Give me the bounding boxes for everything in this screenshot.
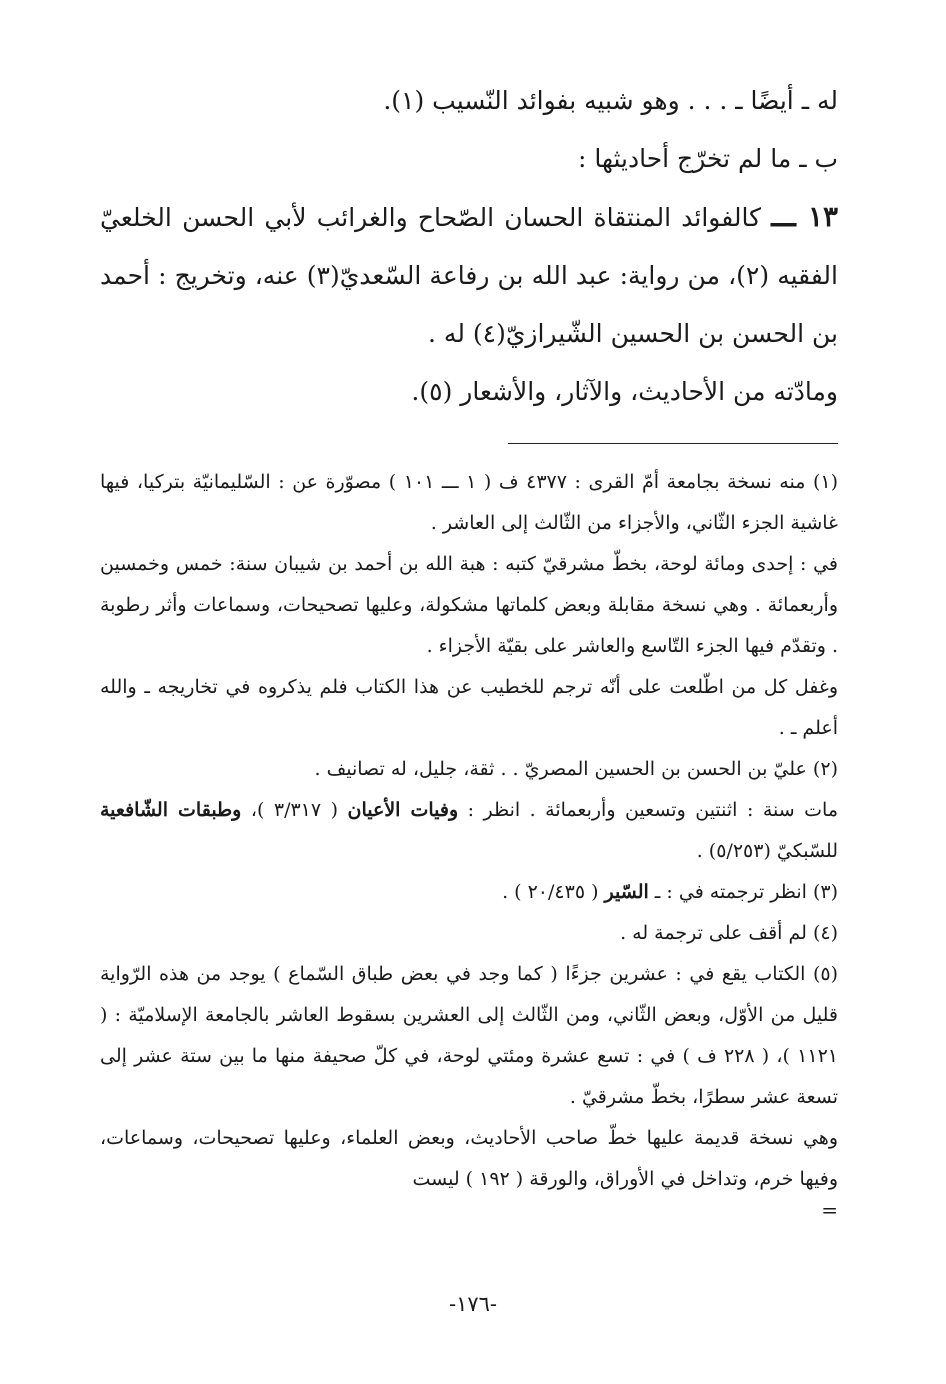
- footnote-1-para-2: في : إحدى ومائة لوحة، بخطّ مشرقيّ كتبه : هبة الله بن أحمد بن شيبان سنة: خمس وخمسين وأربعمائة . وهي نسخة مقابلة وبعض كلماتها مشكولة، وعليها تصحيحات، وسماعات وأثر رطوبة . وتقدّم فيها الجزء التّاسع والعاشر على بقيّة الأجزاء .: [100, 553, 838, 657]
- footnote-1-para-1: (١) منه نسخة بجامعة أمّ القرى : ٤٣٧٧ ف ( ١ ـــ ١٠١ ) مصوّرة عن : السّليمانيّة بتركيا، فيها غاشية الجزء الثّاني، والأجزاء من الثّالث إلى العاشر .: [100, 471, 839, 534]
- continuation-mark: =: [821, 1198, 838, 1222]
- main-line-2: ب ـ ما لم تخرّج أحاديثها :: [577, 144, 838, 173]
- footnote-2-source-2: وطبقات الشّافعية: [100, 799, 242, 821]
- footnote-2-para-2: [100, 790, 838, 872]
- main-line-1: له ـ أيضًا ـ . . . وهو شبيه بفوائد النّسيب (١).: [383, 86, 838, 115]
- item-13-text: كالفوائد المنتقاة الحسان الصّحاح والغرائب لأبي الحسن الخلعيّ الفقيه (٢)، من رواية: عبد الله بن رفاعة السّعديّ(٣) عنه، وتخريج : أحمد بن الحسن بن الحسين الشّيرازيّ(٤) له .: [100, 203, 838, 348]
- footnote-3-text-a: (٣) انظر ترجمته في : ـ: [648, 881, 838, 903]
- item-13-number: ١٣ ـــ: [771, 200, 839, 233]
- footnote-divider: [508, 443, 838, 444]
- footnote-2-source-1: وفيات الأعيان: [347, 799, 459, 821]
- footnote-2-text-c: ( ٣/٣١٧ )،: [241, 799, 348, 821]
- footnote-3-source: السّير: [604, 881, 649, 903]
- item-13: [100, 188, 838, 363]
- footnote-5-para-1: (٥) الكتاب يقع في : عشرين جزءًا ( كما وجد في بعض طباق السّماع ) يوجد من هذه الرّواية قليل من الأوّل، وبعض الثّاني، ومن الثّالث إلى العشرين بسقوط العاشر بالجامعة الإسلاميّة : ( ١١٢١ )، ( ٢٢٨ ف ) في : تسع عشرة ومئتي لوحة، في كلّ صحيفة منها ما بين ستة عشر إلى تسعة عشر سطرًا، بخطّ مشرقيّ .: [100, 963, 838, 1108]
- main-line-material: ومادّته من الأحاديث، والآثار، والأشعار (٥).: [411, 377, 838, 406]
- footnote-4: (٤) لم أقف على ترجمة له .: [620, 922, 838, 944]
- footnote-2-para-1: (٢) عليّ بن الحسن بن الحسين المصريّ . . ثقة، جليل، له تصانيف .: [314, 758, 838, 780]
- footnote-1-para-3: وغفل كل من اطّلعت على أنّه ترجم للخطيب عن هذا الكتاب فلم يذكروه في تخاريجه ـ والله أعلم ـ .: [100, 676, 838, 739]
- footnote-2-text-d: للسّبكيّ (٥/٢٥٣) .: [696, 840, 838, 862]
- footnote-3-text-c: ( ٢٠/٤٣٥ ) .: [502, 881, 605, 903]
- page-body: [100, 72, 838, 1220]
- footnote-5-para-2: وهي نسخة قديمة عليها خطّ صاحب الأحاديث، وبعض العلماء، وعليها تصحيحات، وسماعات، وفيها خرم، وتداخل في الأوراق، والورقة ( ١٩٢ ) ليست: [100, 1127, 838, 1190]
- footnote-2-text-a: مات سنة : اثنتين وتسعين وأربعمائة . انظر :: [458, 799, 838, 821]
- page-number: -١٧٦-: [448, 1292, 498, 1316]
- footnote-3: [100, 872, 838, 913]
